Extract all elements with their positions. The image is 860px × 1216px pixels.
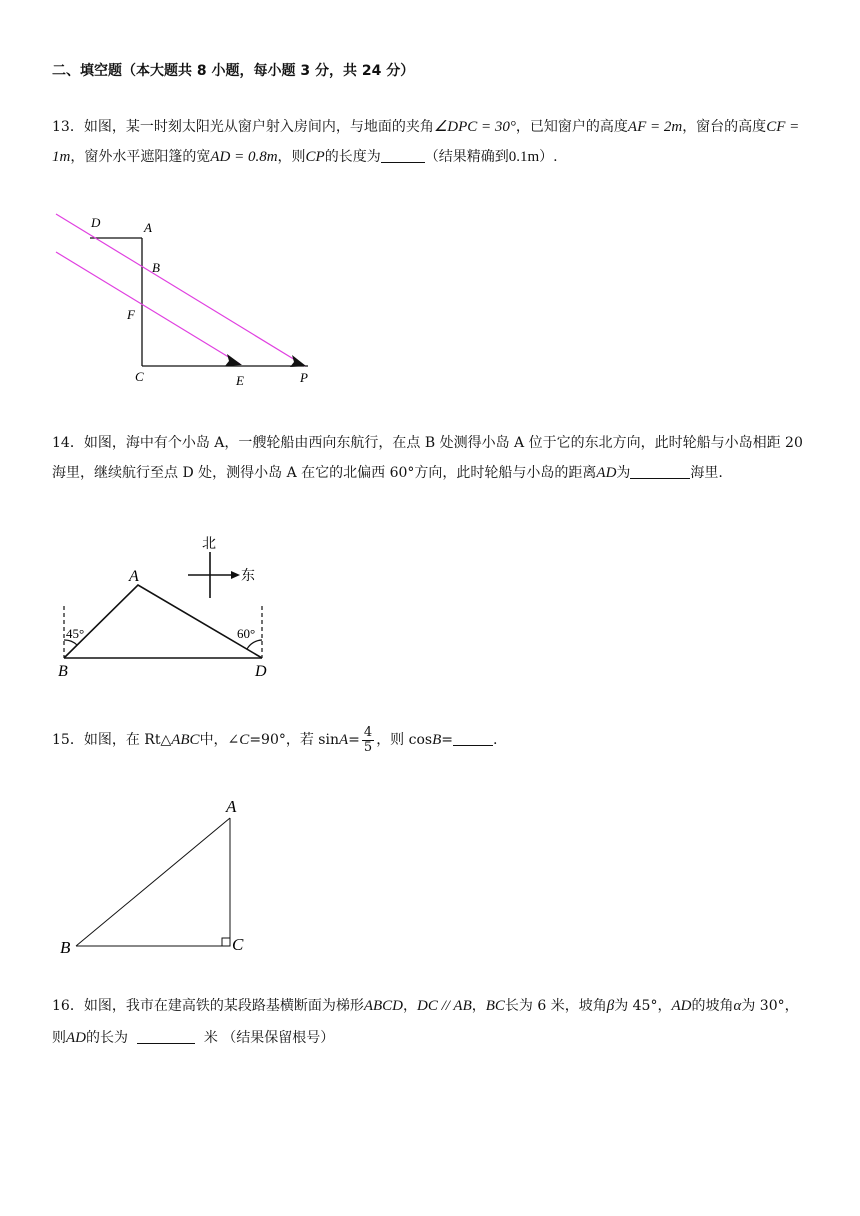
- q13-math-cp: CP: [305, 149, 325, 165]
- q13-math-angle: ∠DPC = 30°: [433, 119, 516, 135]
- q15-label-c: C: [232, 935, 244, 954]
- q13-math-cf: CF = 1m: [52, 119, 800, 165]
- q16-text-1: 如图，我市在建高铁的某段路基横断面为梯形: [83, 998, 364, 1014]
- q16-text-4: 长为 6 米，坡角: [504, 998, 607, 1014]
- q16-text-8: 的长为: [86, 1030, 128, 1046]
- q13-arrow-e: [225, 354, 242, 366]
- q13-label-e: E: [236, 373, 244, 388]
- q13-text-6: 的长度为: [324, 149, 381, 165]
- q15-text-3: =90°，若 sin: [249, 732, 339, 748]
- q16-math-ad: AD: [671, 998, 692, 1014]
- q14-text-2: 为: [616, 465, 631, 481]
- q14-answer-blank[interactable]: [630, 464, 690, 479]
- q14-number: 14．: [52, 435, 84, 451]
- q16-text-5: 为 45°，: [614, 998, 672, 1014]
- q15-math-abc: ABC: [171, 732, 200, 748]
- q16-text-7: 为 30°，则: [52, 998, 799, 1046]
- q15-answer-blank[interactable]: [453, 731, 493, 746]
- q16-text-9: 米 （结果保留根号）: [203, 1030, 335, 1046]
- q16-math-alpha: α: [733, 998, 742, 1014]
- q13-label-a: A: [144, 220, 152, 235]
- q15-hypotenuse: [76, 818, 230, 946]
- q15-math-a: A: [339, 732, 349, 748]
- q13-text-4: ，窗外水平遮阳篷的宽: [70, 149, 211, 165]
- q16-math-abcd: ABCD: [363, 998, 403, 1014]
- q13-label-d: D: [91, 215, 101, 230]
- q16-answer-blank[interactable]: [137, 1029, 195, 1044]
- q13-ray-upper: [56, 214, 305, 366]
- q13-label-c: C: [135, 369, 144, 384]
- q13-text-3: ，窗台的高度: [682, 119, 767, 135]
- q15-right-angle-mark: [222, 938, 230, 946]
- q14-angle-arc-d: [247, 640, 262, 649]
- q13-arrow-p: [290, 355, 306, 367]
- q16-math-parallel: DC // AB: [417, 998, 472, 1014]
- q15-text-7: .: [493, 732, 498, 748]
- q15-text-4: =: [348, 732, 360, 748]
- q13-ray-lower: [56, 252, 240, 364]
- q14-triangle-sides: [64, 585, 262, 658]
- q16-text-3: ，: [471, 998, 486, 1014]
- q14-label-b: B: [58, 663, 68, 680]
- q13-label-b: B: [152, 260, 160, 275]
- q15-label-a: A: [226, 797, 237, 816]
- q13-number: 13．: [52, 119, 84, 135]
- q13-math-ad: AD = 0.8m: [210, 149, 278, 165]
- q13-math-precision: 0.1m: [508, 149, 540, 165]
- q15-fraction: [362, 726, 374, 755]
- q14-compass-arrow: [231, 571, 240, 579]
- q14-text-3: 海里.: [690, 465, 723, 481]
- q13-label-p: P: [300, 370, 308, 385]
- q15-text-1: 如图，在 Rt△: [83, 732, 172, 748]
- q14-north-label: 北: [202, 537, 216, 552]
- q14-text-1: 如图，海中有个小岛 A，一艘轮船由西向东航行，在点 B 处测得小岛 A 位于它的东北方向，此时轮船与小岛相距 20 海里，继续航行至点 D 处，测得小岛 A 在它的北偏西 60°方向，此时轮船与小岛的距离: [52, 435, 803, 481]
- question-15: [52, 722, 812, 758]
- q14-figure: [58, 536, 267, 680]
- q16-number: 16．: [52, 998, 84, 1014]
- q15-math-b: B: [432, 732, 442, 748]
- q15-label-b: B: [60, 938, 71, 957]
- section-title: 二、填空题（本大题共 8 小题，每小题 3 分，共 24 分）: [52, 63, 415, 79]
- q15-text-2: 中，∠: [199, 732, 240, 748]
- q13-text-5: ，则: [277, 149, 306, 165]
- q16-math-bc: BC: [485, 998, 505, 1014]
- q15-number: 15．: [52, 732, 84, 748]
- q16-text-6: 的坡角: [691, 998, 734, 1014]
- q13-math-af: AF = 2m: [627, 119, 683, 135]
- q14-label-d: D: [255, 663, 267, 680]
- q13-text-8: ）.: [539, 149, 558, 165]
- q14-angle-d-label: 60°: [237, 626, 256, 641]
- q14-label-a: A: [129, 568, 139, 585]
- q13-text-7: （结果精确到: [424, 149, 509, 165]
- q14-east-label: 东: [241, 569, 255, 584]
- q16-math-beta: β: [606, 998, 615, 1014]
- q15-text-6: =: [441, 732, 453, 748]
- q14-angle-b-label: 45°: [66, 626, 85, 641]
- question-14: [52, 428, 812, 488]
- q13-label-f: F: [127, 307, 135, 322]
- q15-math-c: C: [239, 732, 250, 748]
- q15-figure: [60, 797, 244, 957]
- q15-fraction-numerator: 4: [363, 724, 373, 740]
- q14-math-ad: AD: [596, 465, 617, 481]
- q13-text-2: ，已知窗户的高度: [515, 119, 628, 135]
- q16-text-2: ，: [403, 998, 417, 1014]
- q15-text-5: ，则 cos: [376, 732, 433, 748]
- q16-math-ad-2: AD: [66, 1030, 86, 1046]
- q13-text-1: 如图，某一时刻太阳光从窗户射入房间内，与地面的夹角: [83, 119, 434, 135]
- question-16: [52, 990, 812, 1054]
- q15-fraction-denominator: 5: [363, 739, 373, 755]
